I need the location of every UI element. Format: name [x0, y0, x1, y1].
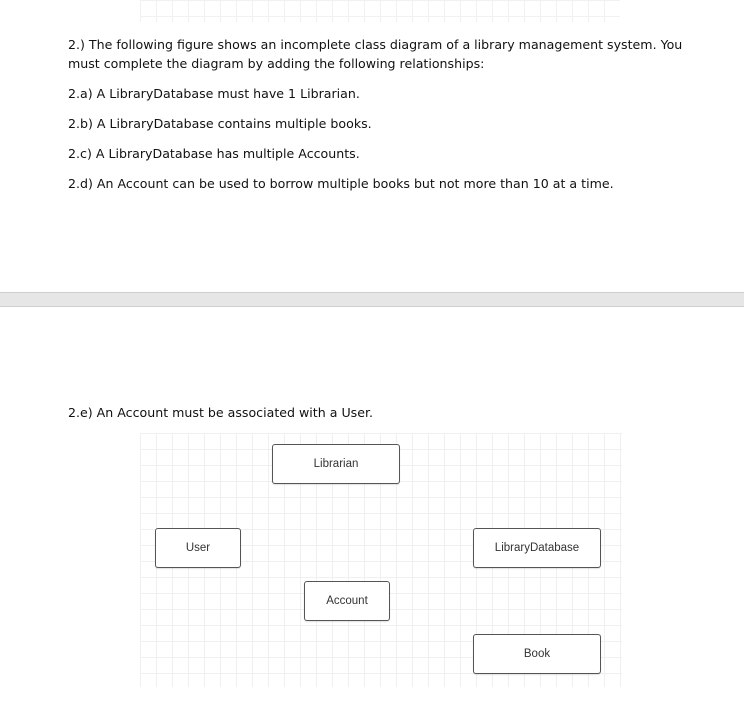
- class-box-user: User: [155, 528, 241, 568]
- document-page-bottom: [0, 307, 744, 719]
- diagram-grid-fragment: [140, 0, 620, 22]
- question-2c: 2.c) A LibraryDatabase has multiple Accounts.: [68, 146, 360, 161]
- page-break: [0, 292, 744, 307]
- question-2a: 2.a) A LibraryDatabase must have 1 Librarian.: [68, 86, 360, 101]
- class-box-library-database: LibraryDatabase: [473, 528, 601, 568]
- class-diagram: [140, 433, 622, 687]
- document-page-top: [0, 0, 744, 292]
- question-2d: 2.d) An Account can be used to borrow multiple books but not more than 10 at a time.: [68, 176, 614, 191]
- class-box-librarian: Librarian: [272, 444, 400, 484]
- question-2b: 2.b) A LibraryDatabase contains multiple books.: [68, 116, 372, 131]
- class-box-account: Account: [304, 581, 390, 621]
- class-box-book: Book: [473, 634, 601, 674]
- question-2-intro: 2.) The following figure shows an incomplete class diagram of a library management system. You must complete the diagram by adding the following relationships:: [68, 37, 683, 71]
- question-2e: 2.e) An Account must be associated with a User.: [68, 405, 373, 420]
